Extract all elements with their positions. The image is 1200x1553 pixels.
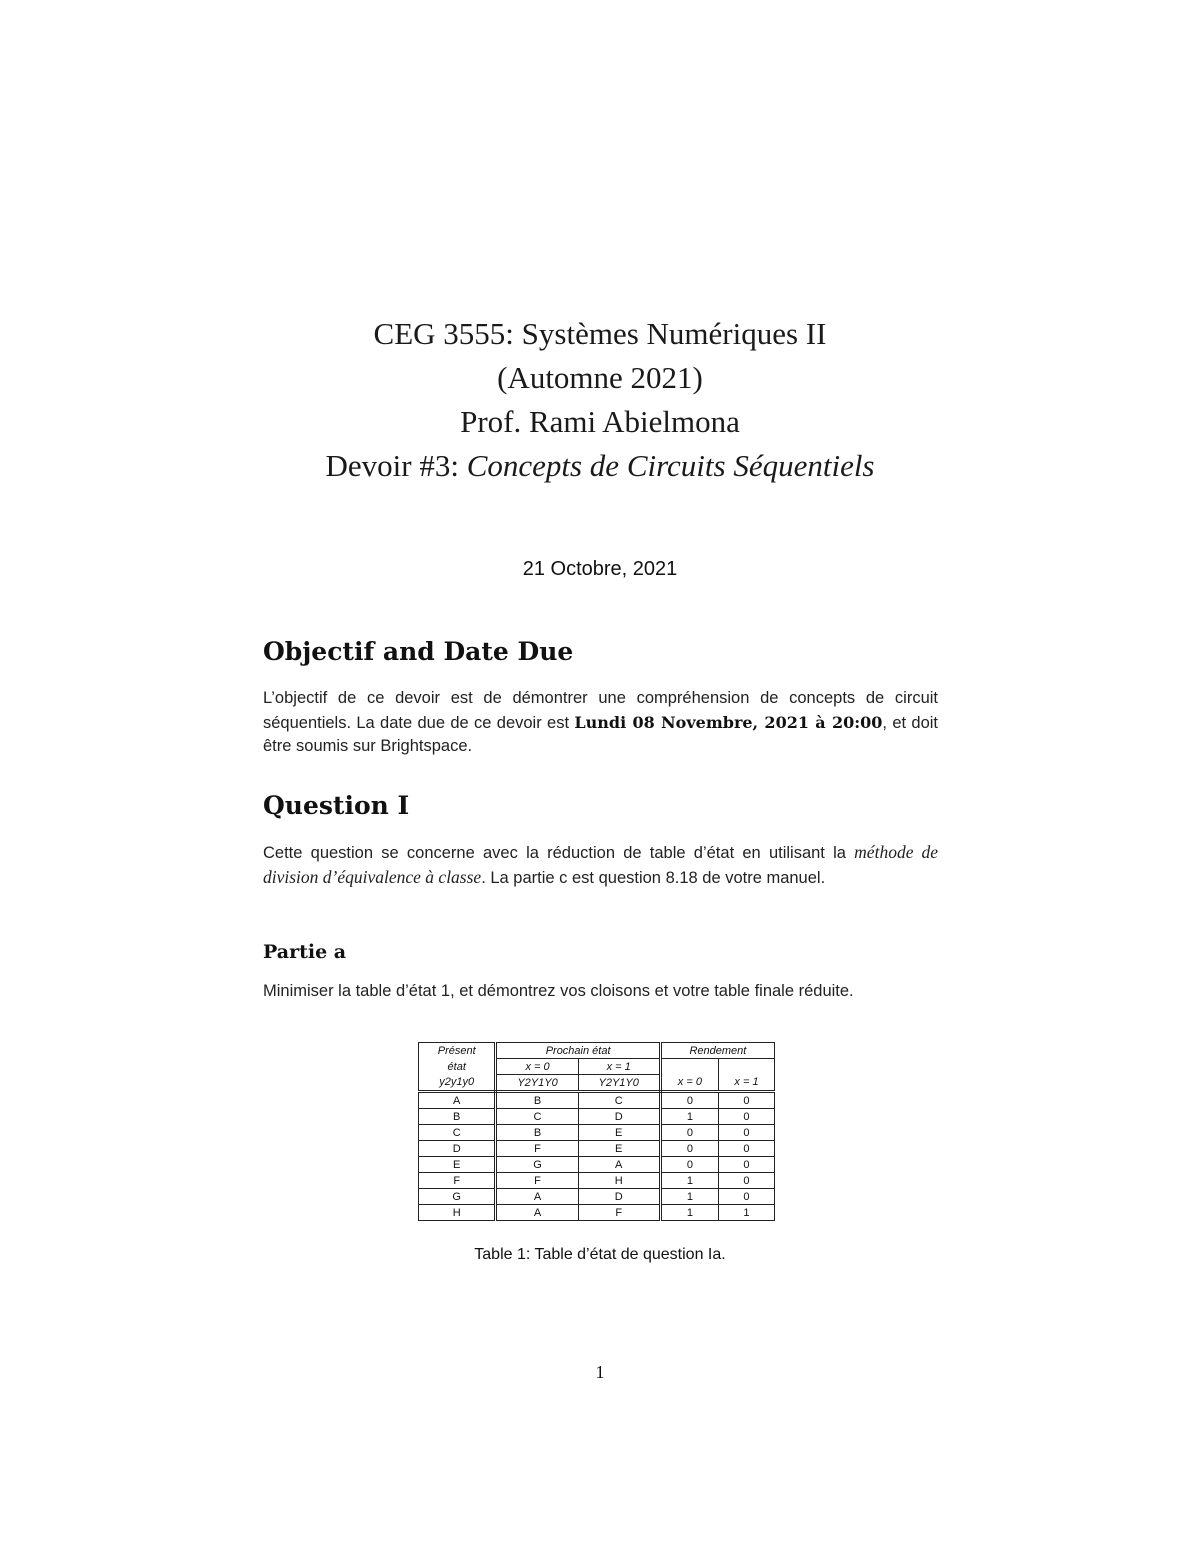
objective-paragraph: L’objectif de ce devoir est de démontrer une compréhension de concepts de circuit séquentiels. La date due de ce devoir est Lundi 08 Novembre, 2021 à 20:00, et doit être soumis sur Brightspace. <box>263 689 939 755</box>
header-next-state: Prochain état <box>496 1043 660 1059</box>
method-name: méthode de division d’équivalence à classe <box>263 842 938 887</box>
header-present-code: y2y1y0 <box>419 1075 496 1092</box>
question1-paragraph: Cette question se concerne avec la réduction de table d’état en utilisant la méthode de division d’équivalence à classe. La partie c est question 8.18 de votre manuel. <box>263 842 938 887</box>
table-row: E G A 0 0 <box>419 1157 775 1173</box>
course-title: CEG 3555: Systèmes Numériques II <box>373 316 827 351</box>
assignment-title: Concepts de Circuits Séquentiels <box>466 448 875 483</box>
header-output-x0: x = 0 <box>660 1075 718 1092</box>
assignment-prefix: Devoir #3: <box>325 448 467 483</box>
table-row: G A D 1 0 <box>419 1189 775 1205</box>
question1-heading: Question I <box>263 791 410 820</box>
header-output-spacer-2 <box>718 1059 774 1075</box>
page-number: 1 <box>595 1362 605 1382</box>
header-output: Rendement <box>660 1043 774 1059</box>
document-header <box>0 312 1200 488</box>
header-output-spacer-1 <box>660 1059 718 1075</box>
table-row: D F E 0 0 <box>419 1141 775 1157</box>
table-row: B C D 1 0 <box>419 1109 775 1125</box>
header-next-code-x0: Y2Y1Y0 <box>496 1075 578 1092</box>
partie-a-paragraph: Minimiser la table d’état 1, et démontrez vos cloisons et votre table finale réduite. <box>263 982 854 1000</box>
header-next-code-x1: Y2Y1Y0 <box>578 1075 660 1092</box>
header-output-x1: x = 1 <box>718 1075 774 1092</box>
table-caption: Table 1: Table d’état de question Ia. <box>474 1246 726 1263</box>
objective-heading: Objectif and Date Due <box>263 637 574 666</box>
table-row: C B E 0 0 <box>419 1125 775 1141</box>
term: (Automne 2021) <box>497 360 703 395</box>
professor: Prof. Rami Abielmona <box>460 404 740 439</box>
document-date: 21 Octobre, 2021 <box>522 558 678 580</box>
table-row: H A F 1 1 <box>419 1205 775 1221</box>
header-present-etat: état <box>419 1059 496 1075</box>
table-row: F F H 1 0 <box>419 1173 775 1189</box>
state-table <box>418 1042 775 1221</box>
header-present: Présent <box>419 1043 496 1059</box>
table-row: A B C 0 0 <box>419 1092 775 1109</box>
assignment-line <box>0 444 1200 488</box>
partie-a-heading: Partie a <box>263 941 347 963</box>
header-next-x0: x = 0 <box>496 1059 578 1075</box>
header-next-x1: x = 1 <box>578 1059 660 1075</box>
due-date: Lundi 08 Novembre, 2021 à 20:00 <box>574 712 883 732</box>
